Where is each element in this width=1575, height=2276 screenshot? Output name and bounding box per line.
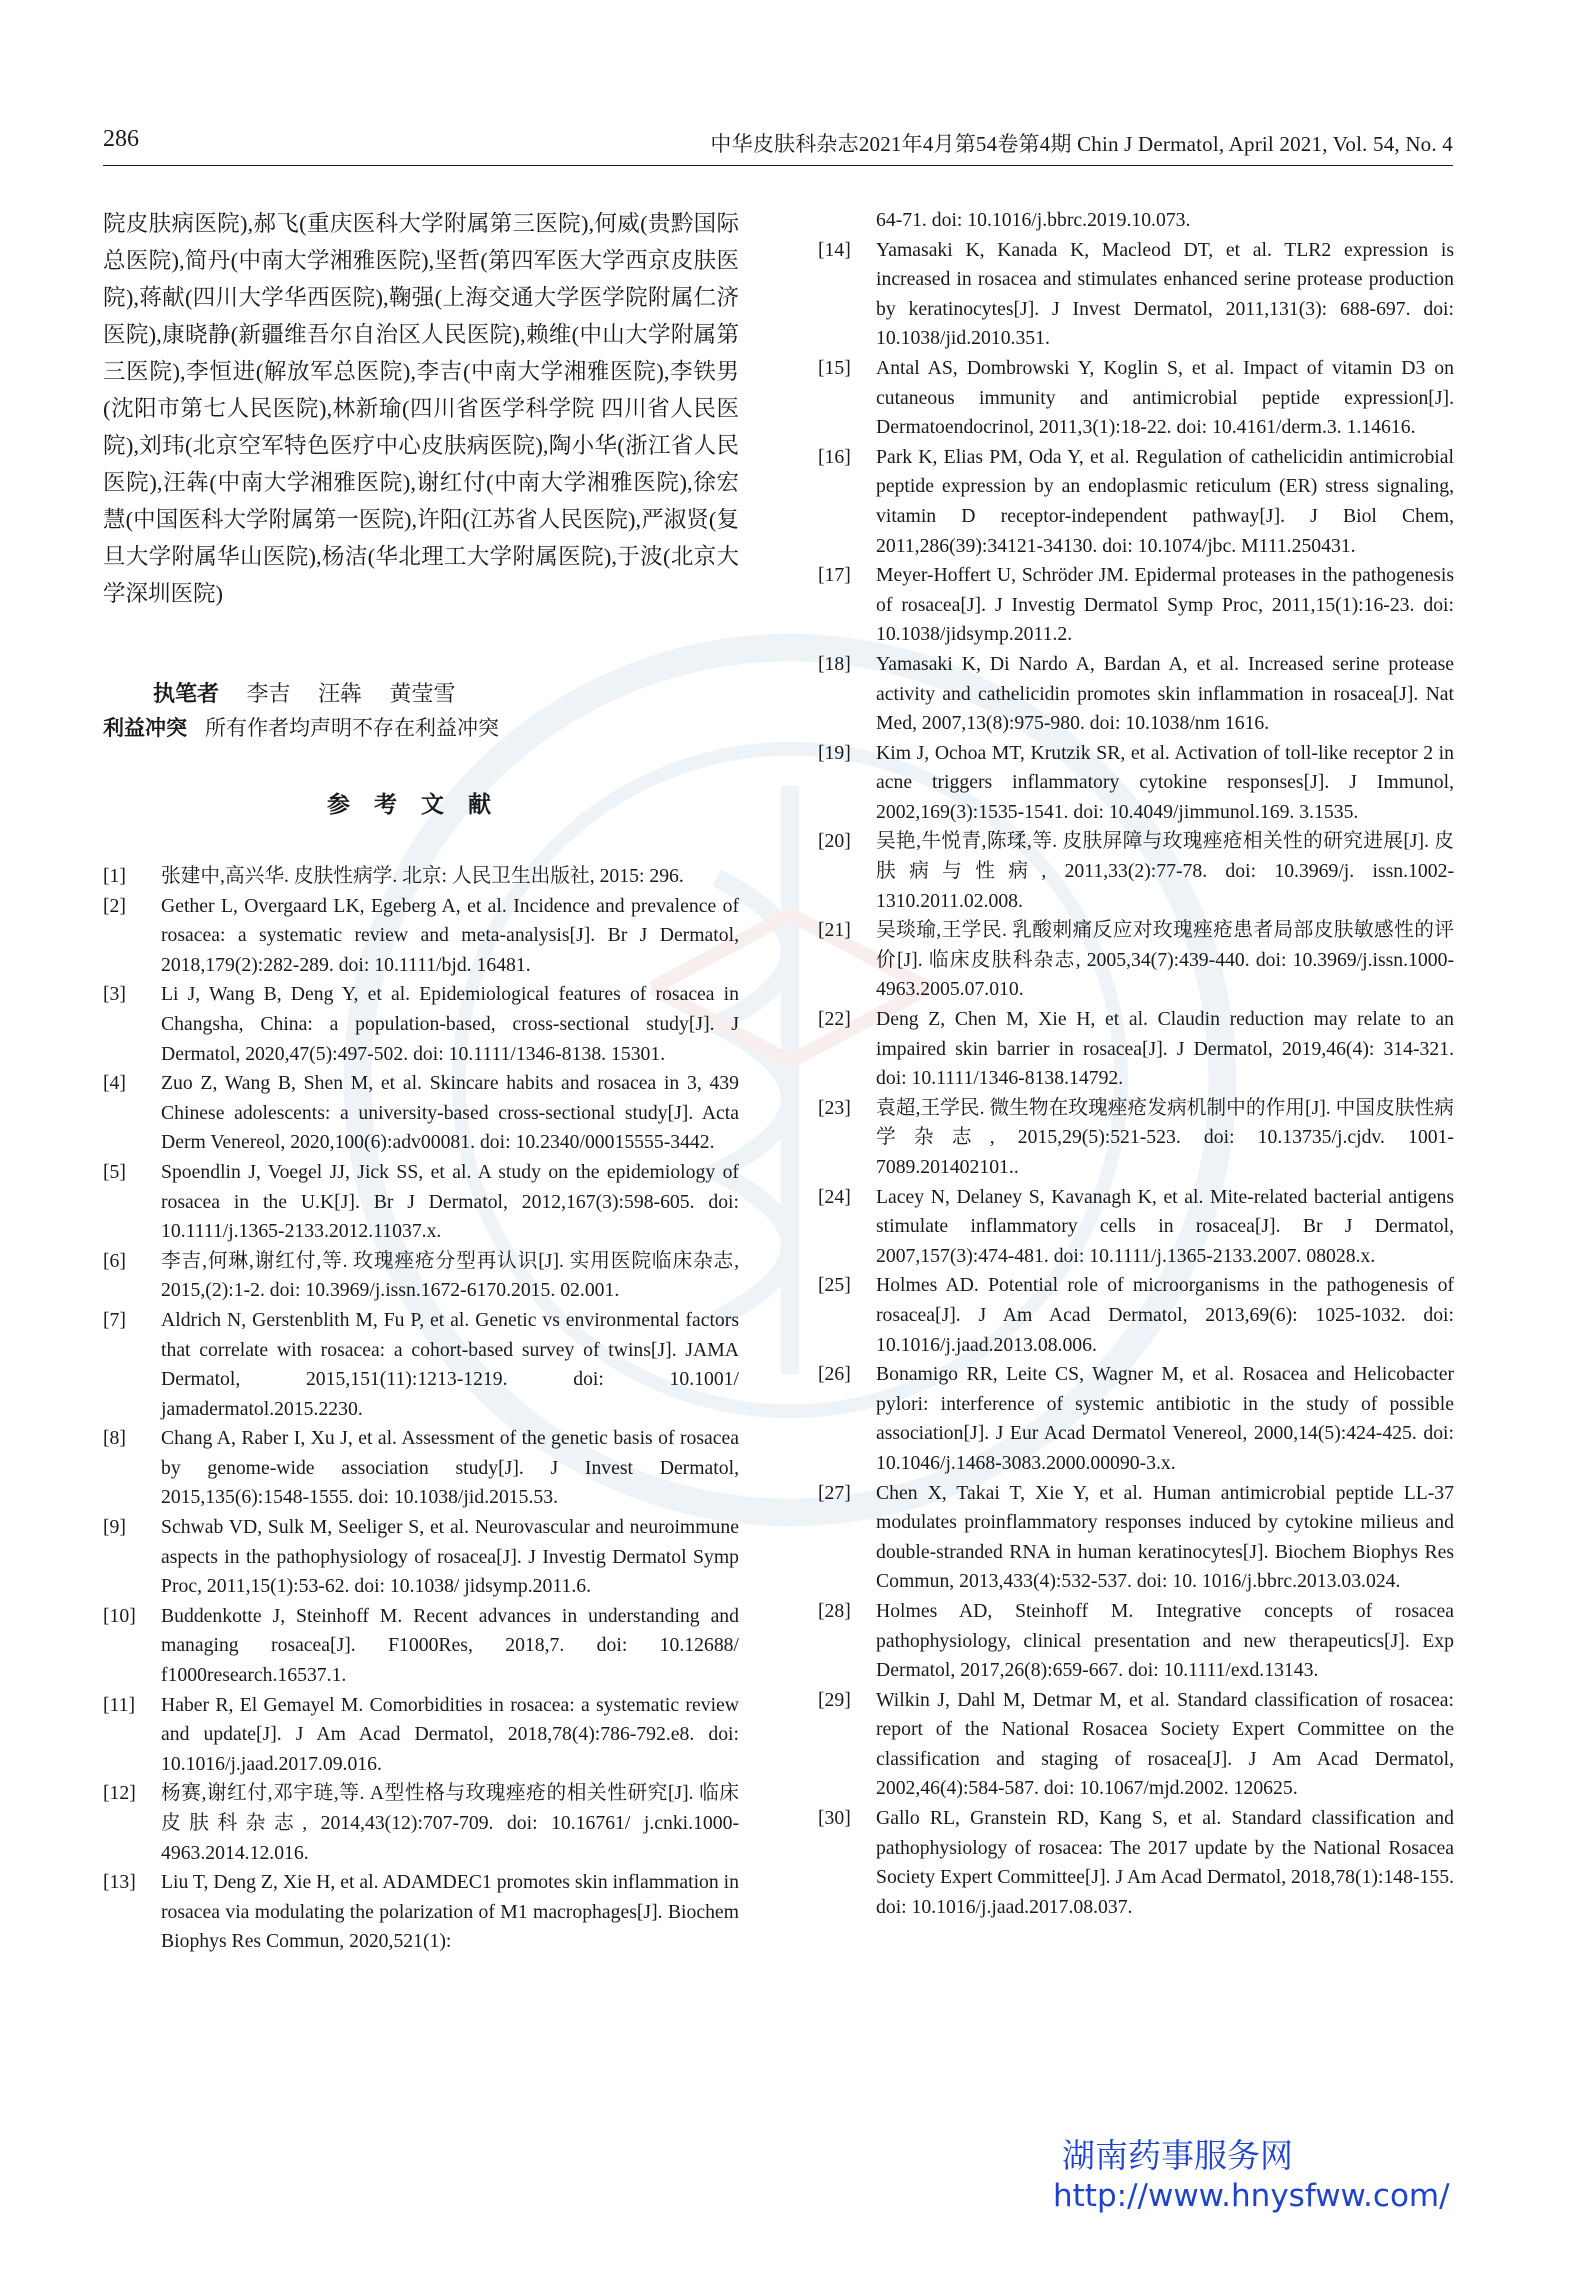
reference-list-right [818,206,1454,1922]
reference-item [103,1868,739,1957]
reference-text: Yamasaki K, Di Nardo A, Bardan A, et al. Increased serine protease activity and cathelicidin promotes skin inflammation in rosacea[J]. Nat Med, 2007,13(8):975-980. doi: 10.1038/nm 1616. [876,652,1454,735]
reference-number: [29] [818,1688,851,1711]
authors-list [225,681,478,706]
left-column [103,205,739,1957]
reference-number: [24] [818,1185,851,1208]
reference-number: [1] [103,865,126,887]
reference-number: [12] [103,1782,136,1805]
reference-item [818,1804,1454,1922]
reference-number: [16] [818,445,851,468]
reference-item [818,1094,1454,1183]
reference-text: Lacey N, Delaney S, Kavanagh K, et al. Mite-related bacterial antigens stimulate inflammatory cells in rosacea[J]. Br J Dermatol, 2007,157(3):474-481. doi: 10.1111/j.1365-2133.2007. 08028.x. [876,1185,1454,1267]
reference-item [818,1360,1454,1478]
contributors-paragraph: 院皮肤病医院),郝飞(重庆医科大学附属第三医院),何威(贵黔国际总医院),简丹(中南大学湘雅医院),坚哲(第四军医大学西京皮肤医院),蒋献(四川大学华西医院),鞠强(上海交通大学医学院附属仁济医院),康晓静(新疆维吾尔自治区人民医院),赖维(中山大学附属第三医院),李恒进(解放军总医院),李吉(中南大学湘雅医院),李铁男(沈阳市第七人民医院),林新瑜(四川省医学科学院 四川省人民医院),刘玮(北京空军特色医疗中心皮肤病医院),陶小华(浙江省人民医院),汪犇(中南大学湘雅医院),谢红付(中南大学湘雅医院),徐宏慧(中国医科大学附属第一医院),许阳(江苏省人民医院),严淑贤(复旦大学附属华山医院),杨洁(华北理工大学附属医院),于波(北京大学深圳医院) [103,211,739,606]
reference-number: [5] [103,1160,126,1183]
reference-number: [30] [818,1807,851,1830]
reference-number: [26] [818,1363,851,1386]
reference-text: 李吉,何琳,谢红付,等. 玫瑰痤疮分型再认识[J]. 实用医院临床杂志, 2015,(2):1-2. doi: 10.3969/j.issn.1672-6170.2015. 02.001. [161,1249,739,1302]
reference-item [818,1479,1454,1597]
reference-number: [6] [103,1249,126,1272]
running-head: 中华皮肤科杂志2021年4月第54卷第4期 Chin J Dermatol, April 2021, Vol. 54, No. 4 [710,132,1453,156]
reference-item [103,1306,739,1424]
reference-item [103,1513,739,1602]
reference-number: [23] [818,1096,851,1119]
reference-text: Kim J, Ochoa MT, Krutzik SR, et al. Activation of toll-like receptor 2 in acne triggers inflammatory cytokine responses[J]. J Immunol, 2002,169(3):1535-1541. doi: 10.4049/jimmunol.169. 3.1535. [876,741,1454,823]
reference-number [818,206,876,236]
reference-item [103,1691,739,1780]
header-rule [103,165,1453,166]
reference-item [818,1005,1454,1094]
reference-item [103,892,739,981]
reference-item [103,980,739,1069]
reference-text: Liu T, Deng Z, Xie H, et al. ADAMDEC1 promotes skin inflammation in rosacea via modulating the polarization of M1 macrophages[J]. Biochem Biophys Res Commun, 2020,521(1): [161,1871,739,1953]
reference-number: [27] [818,1481,851,1504]
conflict-of-interest [103,710,739,746]
reference-number: [13] [103,1871,136,1894]
reference-text: 吴琰瑜,王学民. 乳酸刺痛反应对玫瑰痤疮患者局部皮肤敏感性的评价[J]. 临床皮肤科杂志, 2005,34(7):439-440. doi: 10.3969/j.issn.1000-4963.2005.07.010. [876,919,1454,1001]
reference-number: [3] [103,983,126,1006]
reference-number: [28] [818,1599,851,1622]
reference-number: [22] [818,1008,851,1031]
reference-item [818,650,1454,739]
footer-site-url[interactable]: http://www.hnysfww.com/ [1053,2178,1450,2214]
reference-text: Schwab VD, Sulk M, Seeliger S, et al. Neurovascular and neuroimmune aspects in the pathophysiology of rosacea[J]. J Investig Dermatol Symp Proc, 2011,15(1):53-62. doi: 10.1038/ jidsymp.2011.6. [161,1516,739,1598]
writing-authors [153,679,739,710]
reference-number: [8] [103,1427,126,1450]
reference-number: [14] [818,238,851,261]
right-column [818,206,1454,1922]
reference-text: Holmes AD. Potential role of microorganisms in the pathogenesis of rosacea[J]. J Am Acad Dermatol, 2013,69(6): 1025-1032. doi: 10.1016/j.jaad.2013.08.006. [876,1274,1454,1356]
reference-number: [10] [103,1604,136,1627]
reference-item [103,1069,739,1158]
reference-item [818,1597,1454,1686]
reference-item [103,1779,739,1868]
author-name: 黄莹雪 [389,681,456,706]
page-number: 286 [103,126,139,152]
reference-list-left [103,862,739,1957]
reference-item [818,827,1454,916]
reference-number: [7] [103,1308,126,1331]
reference-text: Bonamigo RR, Leite CS, Wagner M, et al. Rosacea and Helicobacter pylori: interference of systemic antibiotic in the study of possible association[J]. J Eur Acad Dermatol Venereol, 2000,14(5):424-425. doi: 10.1046/j.1468-3083.2000.00090-3.x. [876,1363,1454,1474]
reference-item [818,236,1454,354]
reference-text: Li J, Wang B, Deng Y, et al. Epidemiological features of rosacea in Changsha, China: a population-based, cross-sectional study[J]. J Dermatol, 2020,47(5):497-502. doi: 10.1111/1346-8138. 15301. [161,983,739,1065]
reference-text: Gallo RL, Granstein RD, Kang S, et al. Standard classification and pathophysiology of rosacea: The 2017 update by the National Rosacea Society Expert Committee[J]. J Am Acad Dermatol, 2018,78(1):148-155. doi: 10.1016/j.jaad.2017.08.037. [876,1807,1454,1918]
reference-text: Antal AS, Dombrowski Y, Koglin S, et al. Impact of vitamin D3 on cutaneous immunity and antimicrobial peptide expression[J]. Dermatoendocrinol, 2011,3(1):18-22. doi: 10.4161/derm.3. 1.14616. [876,356,1454,439]
references-heading: 参考文献 [327,792,515,818]
reference-number: [21] [818,919,851,942]
reference-item [103,1158,739,1247]
reference-item [103,1602,739,1691]
author-name: 汪犇 [318,681,363,706]
reference-text: Deng Z, Chen M, Xie H, et al. Claudin reduction may relate to an impaired skin barrier in rosacea[J]. J Dermatol, 2019,46(4): 314-321. doi: 10.1111/1346-8138.14792. [876,1008,1454,1090]
footer-site-name[interactable]: 湖南药事服务网 [1062,2136,1293,2175]
reference-number: [25] [818,1274,851,1297]
coi-label: 利益冲突 [103,716,187,740]
reference-text: Buddenkotte J, Steinhoff M. Recent advances in understanding and managing rosacea[J]. F1000Res, 2018,7. doi: 10.12688/ f1000research.16537.1. [161,1604,739,1687]
reference-text: Spoendlin J, Voegel JJ, Jick SS, et al. A study on the epidemiology of rosacea in the U.K[J]. Br J Dermatol, 2012,167(3):598-605. doi: 10.1111/j.1365-2133.2012.11037.x. [161,1160,739,1243]
reference-item [818,916,1454,1005]
reference-item [818,1686,1454,1804]
reference-number: [18] [818,652,851,675]
reference-number: [9] [103,1516,126,1539]
reference-number: [15] [818,356,851,379]
authors-label: 执笔者 [153,682,220,707]
reference-number: [11] [103,1693,136,1716]
reference-text: Wilkin J, Dahl M, Detmar M, et al. Standard classification of rosacea: report of the National Rosacea Society Expert Committee on the classification and staging of rosacea[J]. J Am Acad Dermatol, 2002,46(4):584-587. doi: 10.1067/mjd.2002. 120625. [876,1688,1454,1800]
reference-text: Haber R, El Gemayel M. Comorbidities in rosacea: a systematic review and update[J]. J Am Acad Dermatol, 2018,78(4):786-792.e8. doi: 10.1016/j.jaad.2017.09.016. [161,1693,739,1775]
reference-number: [20] [818,830,851,853]
reference-text: Meyer-Hoffert U, Schröder JM. Epidermal proteases in the pathogenesis of rosacea[J]. J Investig Dermatol Symp Proc, 2011,15(1):16-23. doi: 10.1038/jidsymp.2011.2. [876,564,1454,646]
author-name: 李吉 [246,681,291,706]
reference-text: Aldrich N, Gerstenblith M, Fu P, et al. Genetic vs environmental factors that correlate with rosacea: a cohort-based survey of twins[J]. JAMA Dermatol, 2015,151(11):1213-1219. doi: 10.1001/ jamadermatol.2015.2230. [161,1308,739,1420]
reference-text: Zuo Z, Wang B, Shen M, et al. Skincare habits and rosacea in 3, 439 Chinese adolescents: a university-based cross-sectional study[J]. Acta Derm Venereol, 2020,100(6):adv00081. doi: 10.2340/00015555-3442. [161,1072,739,1154]
reference-number: [2] [103,894,126,917]
reference-text: Park K, Elias PM, Oda Y, et al. Regulation of cathelicidin antimicrobial peptide expression by an endoplasmic reticulum (ER) stress signaling, vitamin D receptor-independent pathway[J]. J Biol Chem, 2011,286(39):34121-34130. doi: 10.1074/jbc. M111.250431. [876,445,1454,557]
reference-text: 张建中,高兴华. 皮肤性病学. 北京: 人民卫生出版社, 2015: 296. [161,865,684,887]
reference-item [818,206,1454,236]
reference-text: Holmes AD, Steinhoff M. Integrative concepts of rosacea pathophysiology, clinical presentation and new therapeutics[J]. Exp Dermatol, 2017,26(8):659-667. doi: 10.1111/exd.13143. [876,1599,1454,1682]
reference-text: 吴艳,牛悦青,陈瑈,等. 皮肤屏障与玫瑰痤疮相关性的研究进展[J]. 皮肤病与性病, 2011,33(2):77-78. doi: 10.3969/j. issn.1002-1310.2011.02.008. [876,830,1454,912]
reference-text: Chang A, Raber I, Xu J, et al. Assessment of the genetic basis of rosacea by genome-wide association study[J]. J Invest Dermatol, 2015,135(6):1548-1555. doi: 10.1038/jid.2015.53. [161,1427,739,1509]
reference-number: [19] [818,741,851,764]
reference-item [818,443,1454,561]
reference-item [818,1183,1454,1272]
reference-text: 袁超,王学民. 微生物在玫瑰痤疮发病机制中的作用[J]. 中国皮肤性病学杂志, 2015,29(5):521-523. doi: 10.13735/j.cjdv. 1001-7089.201402101.. [876,1096,1454,1178]
reference-text: Gether L, Overgaard LK, Egeberg A, et al. Incidence and prevalence of rosacea: a systematic review and meta-analysis[J]. Br J Dermatol, 2018,179(2):282-289. doi: 10.1111/bjd. 16481. [161,894,739,976]
reference-item [103,1424,739,1513]
reference-number: [17] [818,564,851,587]
reference-item [818,739,1454,828]
reference-text: Yamasaki K, Kanada K, Macleod DT, et al. TLR2 expression is increased in rosacea and stimulates enhanced serine protease production by keratinocytes[J]. J Invest Dermatol, 2011,131(3): 688-697. doi: 10.1038/jid.2010.351. [876,238,1454,350]
reference-item [818,1271,1454,1360]
reference-text: 64-71. doi: 10.1016/j.bbrc.2019.10.073. [876,209,1191,231]
coi-text: 所有作者均声明不存在利益冲突 [205,716,499,740]
reference-text: 杨赛,谢红付,邓宇琏,等. A型性格与玫瑰痤疮的相关性研究[J]. 临床皮肤科杂志, 2014,43(12):707-709. doi: 10.16761/ j.cnki.1000-4963.2014.12.016. [161,1782,739,1864]
reference-item [103,1247,739,1306]
reference-text: Chen X, Takai T, Xie Y, et al. Human antimicrobial peptide LL-37 modulates proinflammatory responses induced by cytokine milieus and double-stranded RNA in human keratinocytes[J]. Biochem Biophys Res Commun, 2013,433(4):532-537. doi: 10. 1016/j.bbrc.2013.03.024. [876,1481,1454,1593]
reference-number: [4] [103,1072,126,1095]
reference-item [818,561,1454,650]
reference-item [818,354,1454,443]
reference-item [103,862,739,892]
